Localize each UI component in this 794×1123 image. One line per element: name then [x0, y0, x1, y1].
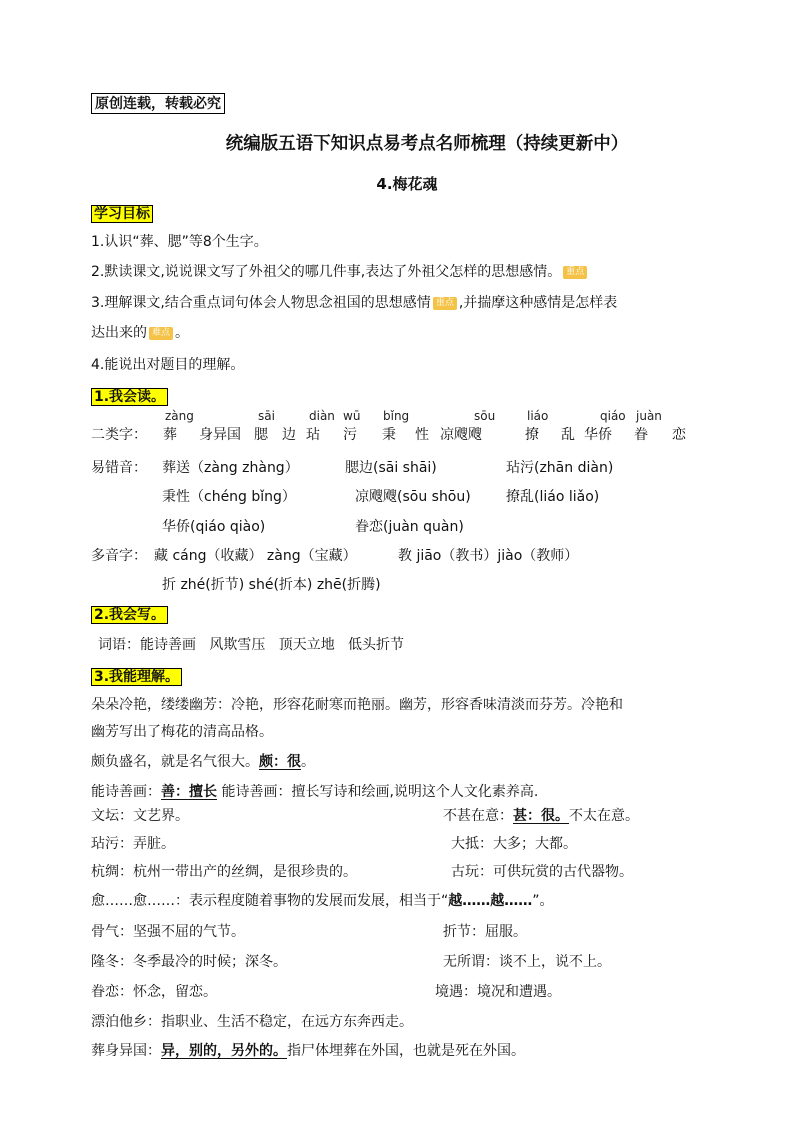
char: 眷	[634, 427, 648, 443]
term-left: 文坛：文艺界。	[91, 808, 189, 824]
wrong-label: 易错音：	[91, 460, 147, 476]
term-right: 折节：屈服。	[443, 924, 527, 940]
pinyin: wū	[343, 409, 361, 423]
pinyin: juàn	[636, 409, 662, 423]
term-left: 骨气：坚强不屈的气节。	[91, 924, 245, 940]
char: 葬	[163, 427, 177, 443]
lesson-title: 4.梅花魂	[376, 175, 438, 193]
polyphone-item: 折 zhé(折节) shé(折本) zhē(折腾)	[162, 577, 381, 593]
char: 乱	[561, 427, 575, 443]
multi-label: 多音字：	[91, 548, 147, 564]
char: 身异国	[199, 427, 241, 443]
term-right: 无所谓：谈不上，说不上。	[443, 954, 611, 970]
copyright-notice: 原创连载，转载必究	[91, 93, 225, 114]
wrong-item: 撩乱(liáo liǎo)	[506, 489, 600, 505]
pinyin: zàng	[165, 409, 194, 423]
term-left: 隆冬：冬季最冷的时候；深冬。	[91, 954, 287, 970]
explain-2: 颇负盛名，就是名气很大。颇：很。	[91, 754, 315, 770]
pinyin: qiáo	[600, 409, 626, 423]
explain-4: 愈……愈……：表示程度随着事物的发展而发展，相当于“越……越……”。	[91, 893, 554, 909]
wrong-item: 华侨(qiáo qiào)	[162, 519, 266, 535]
goals-heading: 学习目标	[91, 203, 153, 223]
polyphone-item: 教 jiāo（教书）jiào（教师）	[398, 548, 579, 564]
key-point-badge: 重点	[563, 266, 587, 279]
write-words: 词语：能诗善画 风欺雪压 顶天立地 低头折节	[98, 637, 405, 653]
explain-9: 葬身异国：异，别的，另外的。指尸体埋葬在外国，也就是死在外国。	[91, 1043, 525, 1059]
pinyin: liáo	[527, 409, 549, 423]
wrong-item: 凉飕飕(sōu shōu)	[355, 489, 471, 505]
wrong-item: 腮边(sāi shāi)	[345, 460, 437, 476]
goal-3-cont: 达出来的 难点 。	[91, 325, 190, 341]
read-heading: 1.我会读。	[91, 386, 168, 406]
term-right: 境遇：境况和遭遇。	[435, 984, 561, 1000]
term-right: 古玩：可供玩赏的古代器物。	[451, 864, 633, 880]
pinyin: diàn	[309, 409, 335, 423]
write-heading: 2.我会写。	[91, 604, 168, 624]
pinyin: bǐng	[383, 409, 410, 423]
wrong-item: 玷污(zhān diàn)	[506, 460, 614, 476]
polyphone-item: 藏 cáng（收藏） zàng（宝藏）	[154, 548, 357, 564]
pinyin: sōu	[474, 409, 496, 423]
char: 性	[415, 427, 429, 443]
char-label: 二类字：	[91, 427, 147, 443]
wrong-item: 秉性（chéng bǐng）	[162, 489, 296, 505]
explain-1-cont: 幽芳写出了梅花的清高品格。	[91, 724, 273, 740]
char: 恋	[672, 427, 686, 443]
pinyin: sāi	[258, 409, 275, 423]
char: 腮	[254, 427, 268, 443]
char: 撩	[525, 427, 539, 443]
goal-3: 3.理解课文,结合重点词句体会人物思念祖国的思想感情 重点 ,并揣摩这种感情是怎样表	[91, 295, 618, 311]
wrong-item: 葬送（zàng zhàng）	[162, 460, 299, 476]
char: 华侨	[584, 427, 612, 443]
term-left: 杭绸：杭州一带出产的丝绸，是很珍贵的。	[91, 864, 357, 880]
char: 凉飕飕	[440, 427, 482, 443]
key-point-badge: 重点	[433, 297, 457, 310]
goal-1: 1.认识“葬、腮”等8个生字。	[91, 234, 268, 250]
char: 秉	[382, 427, 396, 443]
goal-2: 2.默读课文,说说课文写了外祖父的哪几件事,表达了外祖父怎样的思想感情。 重点	[91, 261, 589, 281]
understand-heading: 3.我能理解。	[91, 666, 182, 686]
char: 污	[343, 427, 357, 443]
explain-8: 漂泊他乡：指职业、生活不稳定，在远方东奔西走。	[91, 1014, 413, 1030]
page-title: 统编版五语下知识点易考点名师梳理（持续更新中）	[225, 134, 629, 154]
term-left: 眷恋：怀念，留恋。	[91, 984, 217, 1000]
term-right: 不甚在意：甚：很。不太在意。	[443, 808, 639, 824]
explain-3: 能诗善画：善：擅长 能诗善画：擅长写诗和绘画,说明这个人文化素养高.	[91, 784, 539, 800]
difficult-point-badge: 难点	[149, 327, 173, 340]
goal-4: 4.能说出对题目的理解。	[91, 357, 245, 373]
term-left: 玷污：弄脏。	[91, 836, 175, 852]
char: 边	[282, 427, 296, 443]
wrong-item: 眷恋(juàn quàn)	[355, 519, 464, 535]
explain-1: 朵朵冷艳，缕缕幽芳：冷艳，形容花耐寒而艳丽。幽芳，形容香味清淡而芬芳。冷艳和	[91, 697, 623, 713]
term-right: 大抵：大多；大都。	[451, 836, 577, 852]
char: 玷	[306, 427, 320, 443]
